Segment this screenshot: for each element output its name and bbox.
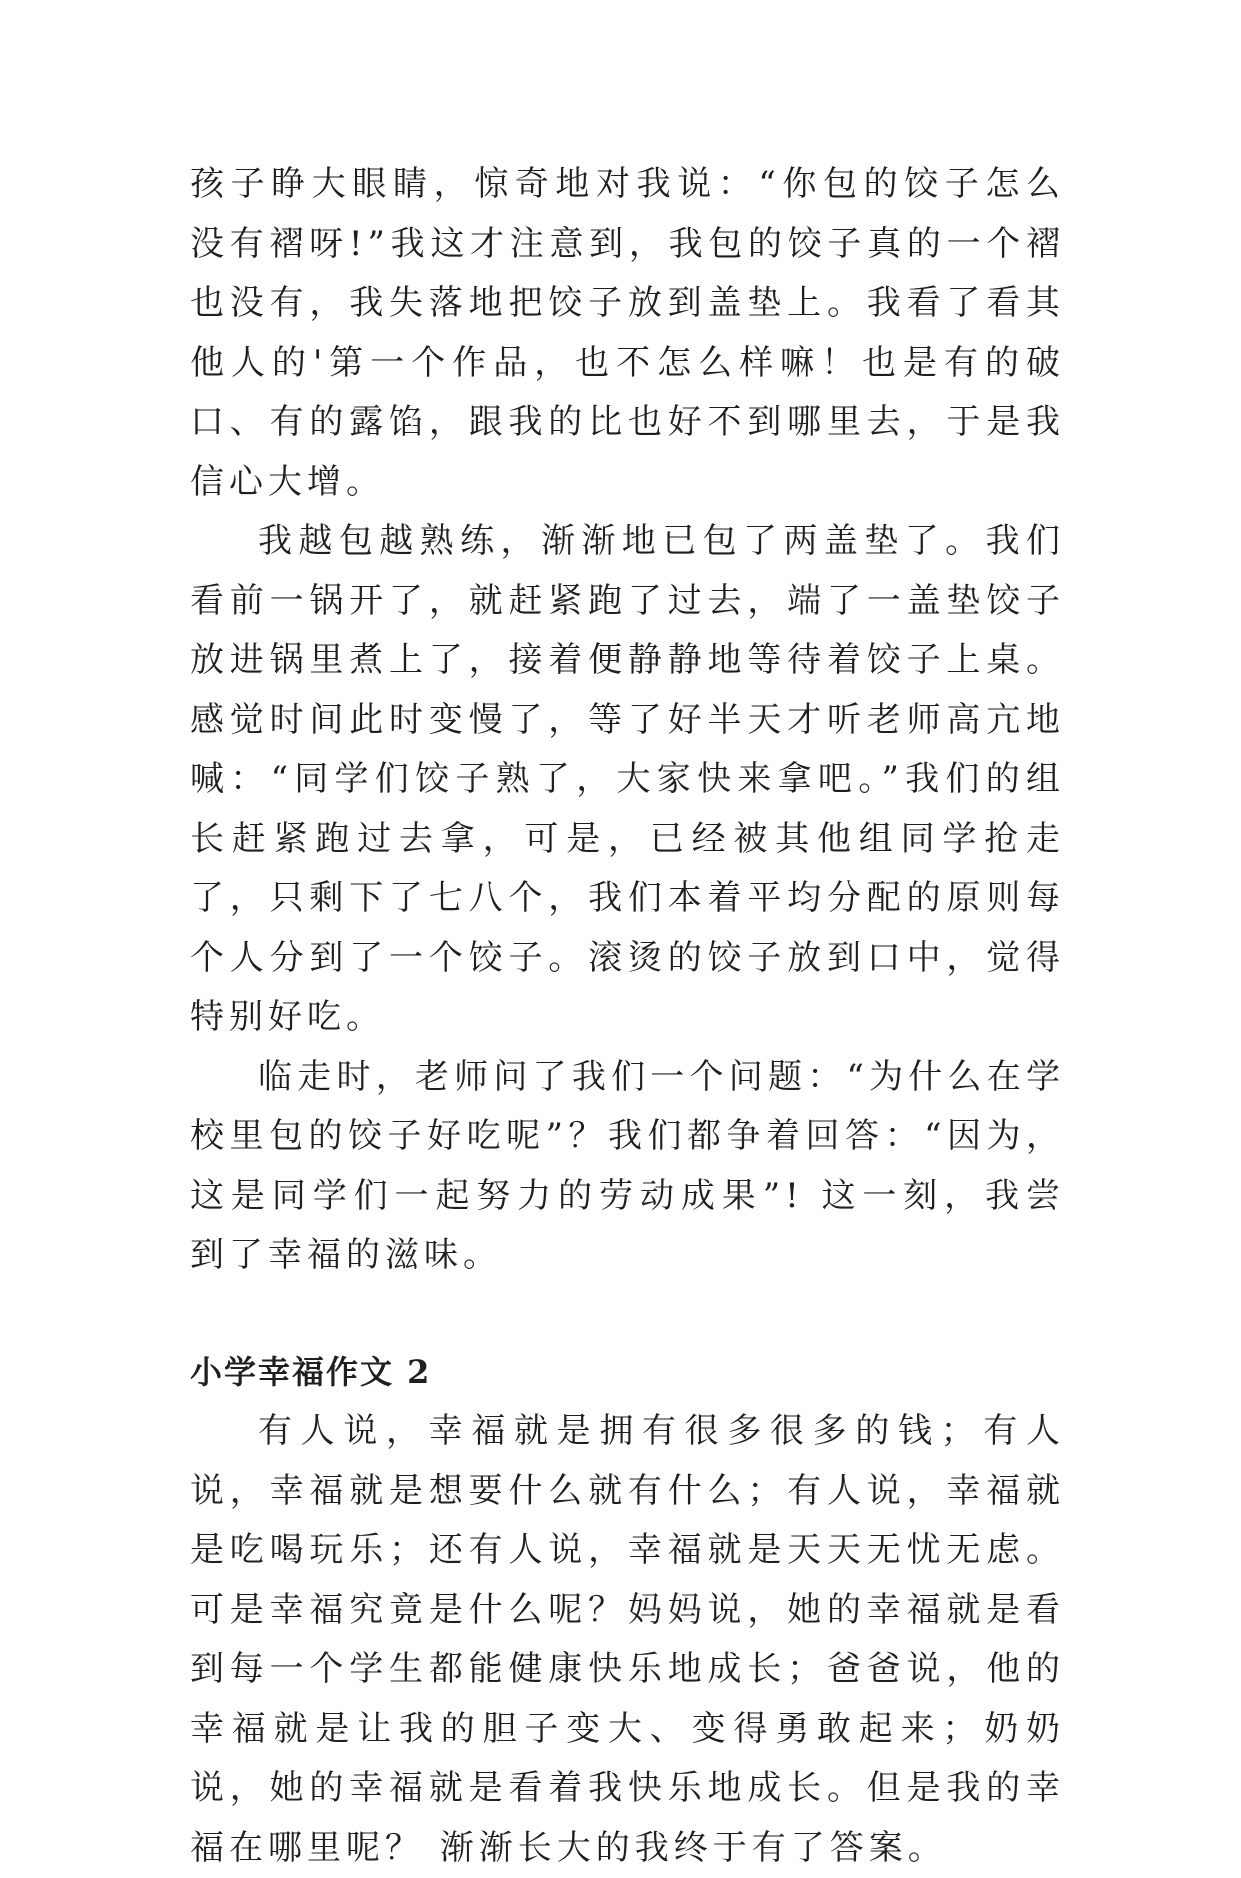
paragraph-dumplings-folds: 孩子睁大眼睛，惊奇地对我说：“你包的饺子怎么没有褶呀!”我这才注意到，我包的饺子真的一个褶也没有，我失落地把饺子放到盖垫上。我看了看其他人的'第一个作品，也不怎么样嘛！也是有的破口、有的露馅，跟我的比也好不到哪里去，于是我信心大增。 [190, 164, 1065, 502]
paragraph-dumplings-cooking: 我越包越熟练，渐渐地已包了两盖垫了。我们看前一锅开了，就赶紧跑了过去，端了一盖垫饺子放进锅里煮上了，接着便静静地等待着饺子上桌。感觉时间此时变慢了，等了好半天才听老师高亢地喊：“同学们饺子熟了，大家快来拿吧。”我们的组长赶紧跑过去拿，可是，已经被其他组同学抢走了，只剩下了七八个，我们本着平均分配的原则每个人分到了一个饺子。滚烫的饺子放到口中，觉得特别好吃。 [190, 521, 1065, 1037]
paragraph-what-is-happiness: 有人说，幸福就是拥有很多很多的钱；有人说，幸福就是想要什么就有什么；有人说，幸福就是吃喝玩乐；还有人说，幸福就是天天无忧无虑。可是幸福究竟是什么呢？妈妈说，她的幸福就是看到每一个学生都能健康快乐地成长；爸爸说，他的幸福就是让我的胆子变大、变得勇敢起来；奶奶说，她的幸福就是看着我快乐地成长。但是我的幸福在哪里呢？ 渐渐长大的我终于有了答案。 [190, 1411, 1065, 1868]
paragraph-teacher-question: 临走时，老师问了我们一个问题：“为什么在学校里包的饺子好吃呢”？我们都争着回答：“因为，这是同学们一起努力的劳动成果”! 这一刻，我尝到了幸福的滋味。 [190, 1056, 1065, 1275]
essay-heading: 小学幸福作文 2 [190, 1352, 432, 1391]
document-body [190, 155, 1065, 1878]
